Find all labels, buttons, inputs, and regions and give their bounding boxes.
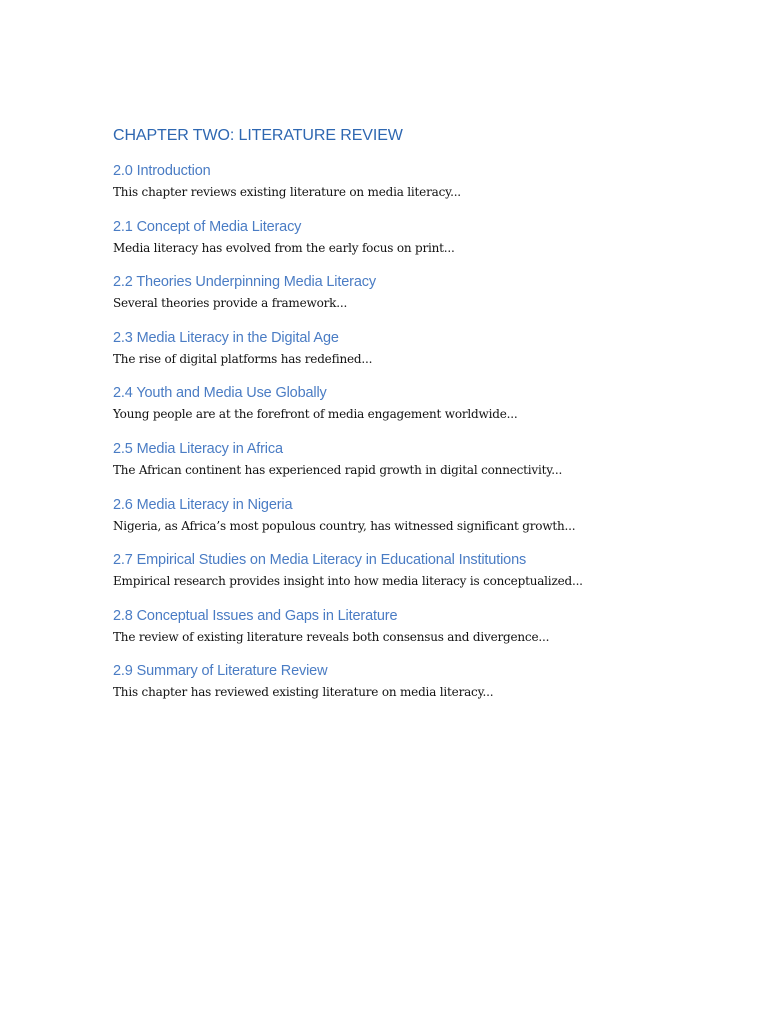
section-body: The African continent has experienced rapid growth in digital connectivity...: [113, 462, 563, 477]
section-heading: 2.9 Summary of Literature Review: [113, 663, 328, 680]
chapter-title: CHAPTER TWO: LITERATURE REVIEW: [113, 127, 403, 144]
section-nigeria: [113, 494, 733, 550]
section-body: Young people are at the forefront of media engagement worldwide...: [113, 407, 518, 422]
section-body: This chapter has reviewed existing literature on media literacy...: [113, 685, 494, 700]
section-body: Media literacy has evolved from the early focus on print...: [113, 240, 455, 255]
section-empirical-studies: [113, 549, 733, 605]
section-body: Empirical research provides insight into how media literacy is conceptualized...: [113, 574, 583, 589]
section-youth-media-use: [113, 382, 733, 438]
section-africa: [113, 438, 733, 494]
section-body: Several theories provide a framework...: [113, 296, 348, 311]
section-concept-of-media-literacy: [113, 216, 733, 272]
section-heading: 2.3 Media Literacy in the Digital Age: [113, 329, 339, 346]
section-conceptual-issues: [113, 605, 733, 661]
section-heading: 2.6 Media Literacy in Nigeria: [113, 496, 293, 513]
section-heading: 2.4 Youth and Media Use Globally: [113, 385, 327, 402]
document-page: [113, 124, 733, 716]
section-heading: 2.1 Concept of Media Literacy: [113, 218, 302, 235]
section-heading: 2.0 Introduction: [113, 163, 211, 179]
section-introduction: [113, 160, 733, 216]
section-body: Nigeria, as Africa’s most populous country, has witnessed significant growth...: [113, 518, 576, 533]
section-heading: 2.8 Conceptual Issues and Gaps in Literature: [113, 607, 398, 624]
section-body: This chapter reviews existing literature on media literacy...: [113, 185, 461, 199]
section-theories: [113, 271, 733, 327]
section-body: The rise of digital platforms has redefined...: [113, 351, 373, 366]
section-heading: 2.7 Empirical Studies on Media Literacy in Educational Institutions: [113, 552, 527, 569]
section-heading: 2.5 Media Literacy in Africa: [113, 440, 283, 457]
section-list: [113, 160, 733, 716]
section-digital-age: [113, 327, 733, 383]
section-summary: [113, 660, 733, 716]
section-heading: 2.2 Theories Underpinning Media Literacy: [113, 274, 376, 291]
section-body: The review of existing literature reveals both consensus and divergence...: [113, 629, 550, 644]
